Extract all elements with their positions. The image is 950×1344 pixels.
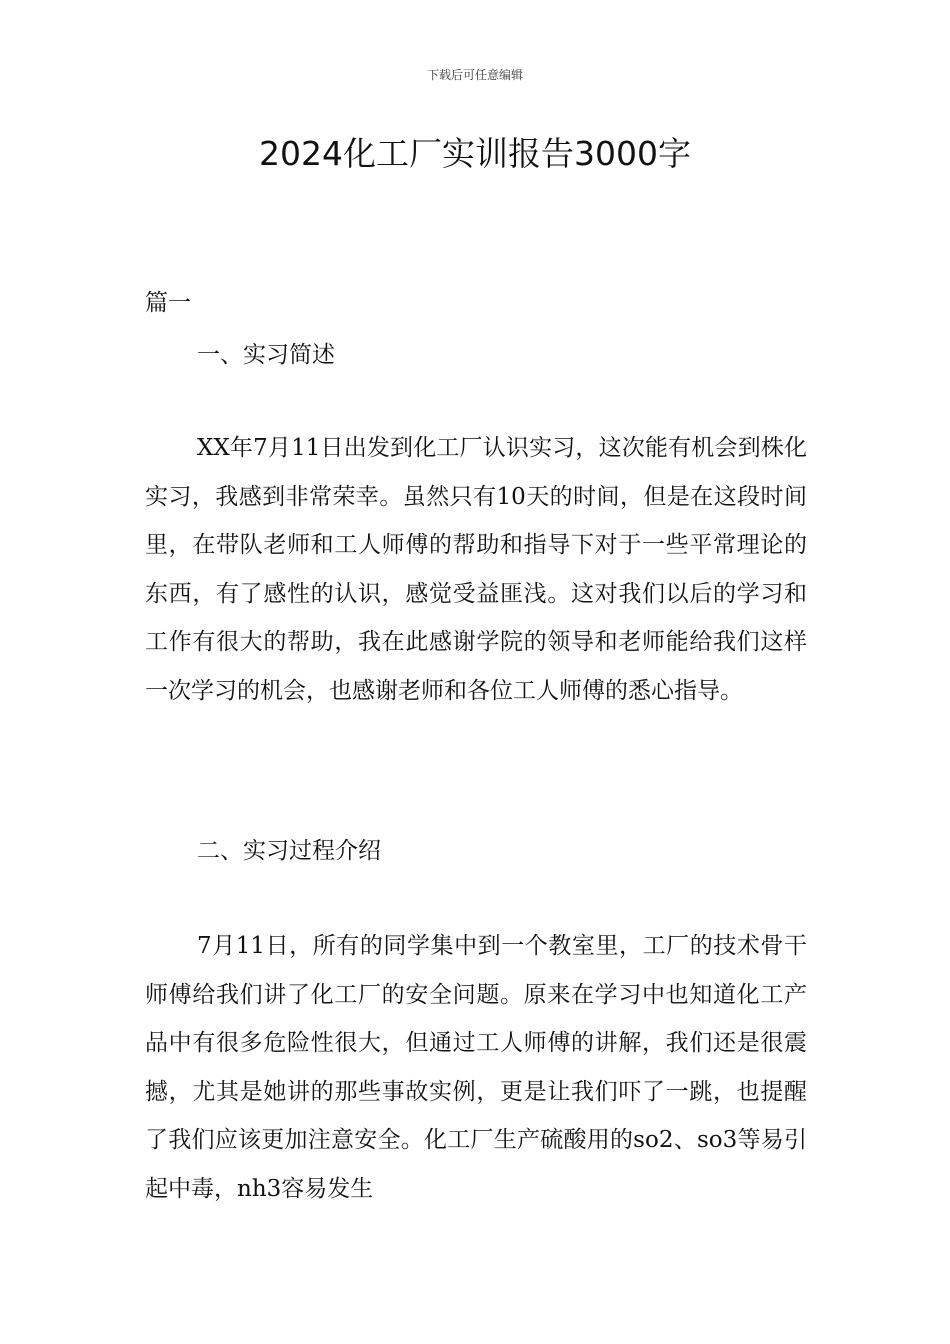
- part-label: 篇一: [145, 290, 191, 316]
- section-paragraph-2: 7月11日，所有的同学集中到一个教室里，工厂的技术骨干师傅给我们讲了化工厂的安全问题。原来在学习中也知道化工产品中有很多危险性很大，但通过工人师傅的讲解，我们还是很震撼，尤其是她讲的那些事故实例，更是让我们吓了一跳，也提醒了我们应该更加注意安全。化工厂生产硫酸用的so2、so3等易引起中毒，nh3容易发生: [145, 933, 807, 1202]
- document-title: 2024化工厂实训报告3000字: [259, 134, 691, 173]
- section-paragraph-1: XX年7月11日出发到化工厂认识实习，这次能有机会到株化实习，我感到非常荣幸。虽然只有10天的时间，但是在这段时间里，在带队老师和工人师傅的帮助和指导下对于一些平常理论的东西，有了感性的认识，感觉受益匪浅。这对我们以后的学习和工作有很大的帮助，我在此感谢学院的领导和老师能给我们这样一次学习的机会，也感谢老师和各位工人师傅的悉心指导。: [145, 435, 807, 704]
- section-heading-1: 一、实习简述: [197, 342, 335, 368]
- header-note: 下载后可任意编辑: [426, 68, 523, 82]
- section-heading-2: 二、实习过程介绍: [197, 838, 381, 864]
